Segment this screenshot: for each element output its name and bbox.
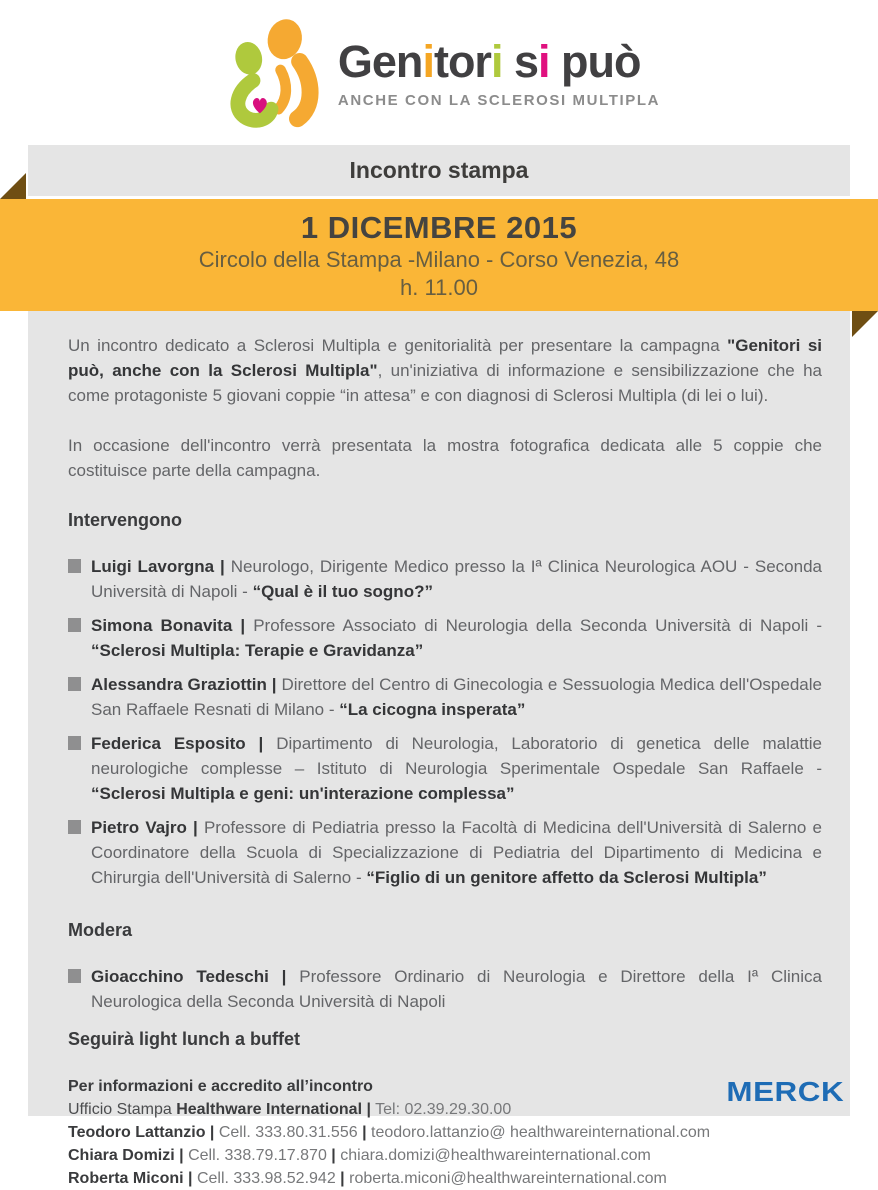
wordmark-seg: i (422, 35, 434, 87)
press-office-prefix: Ufficio Stampa (68, 1101, 172, 1118)
contact-email: teodoro.lattanzio@ healthwareinternational.com (371, 1124, 711, 1141)
speaker-talk-title: “Qual è il tuo sogno?” (252, 582, 433, 601)
press-office-tel: Tel: 02.39.29.30.00 (375, 1101, 512, 1118)
moderator-row (68, 964, 822, 1014)
bullet-icon (68, 677, 81, 691)
speaker-row (68, 554, 822, 604)
contact-cell: Cell. 333.80.31.556 (218, 1124, 358, 1141)
contact-name: Teodoro Lattanzio | (68, 1124, 215, 1141)
logo-tagline: ANCHE CON LA SCLEROSI MULTIPLA (337, 92, 661, 110)
moderator-name: Gioacchino Tedeschi | (91, 967, 287, 986)
pipe-separator: | (362, 1124, 367, 1141)
pipe-separator: | (340, 1170, 345, 1187)
contact-cell: Cell. 333.98.52.942 (196, 1170, 336, 1187)
ribbon-fold-right (852, 311, 878, 337)
contact-line (68, 1144, 822, 1167)
speaker-talk-title: “La cicogna insperata” (339, 700, 526, 719)
speaker-talk-title: “Figlio di un genitore affetto da Sclerosi Multipla” (366, 868, 767, 887)
exhibit-paragraph: In occasione dell'incontro verrà presentata la mostra fotografica dedicata alle 5 coppie che costituisce parte della campagna. (68, 436, 822, 480)
intro-paragraph (68, 333, 822, 408)
wordmark-seg: s (502, 35, 538, 87)
wordmark-seg: tor (433, 35, 491, 87)
date-ribbon (0, 199, 878, 311)
intro-text: , un'iniziativa di informazione e sensibilizzazione che ha come protagoniste 5 giovani coppie “in attesa” e con diagnosi di Sclerosi Multipla (di lei o lui). (68, 361, 822, 405)
event-time: h. 11.00 (400, 275, 478, 300)
event-type-label: Incontro stampa (349, 157, 529, 183)
contact-cell: Cell. 338.79.17.870 (188, 1147, 327, 1164)
family-icon (218, 16, 324, 131)
contact-line (68, 1167, 822, 1190)
speaker-name: Luigi Lavorgna | (91, 557, 225, 576)
speaker-role: Neurologo, Dirigente Medico presso la Iª Clinica Neurologica AOU - Seconda Università di Napoli - (91, 557, 822, 601)
contact-line (68, 1121, 822, 1144)
bullet-icon (68, 736, 81, 750)
moderator-heading: Modera (68, 920, 133, 940)
speaker-role: Professore di Pediatria presso la Facoltà di Medicina dell'Università di Salerno e Coordinatore della Scuola di Specializzazione di Pediatria del Dipartimento di Medicina e Chirurgia dell'Università di Salerno - (91, 818, 822, 887)
merck-logo: MERCK (726, 1076, 844, 1107)
ribbon-fold-left (0, 173, 26, 199)
contact-name: Roberta Miconi | (68, 1170, 193, 1187)
wordmark-seg: Gen (337, 35, 423, 87)
speaker-row (68, 672, 822, 722)
speaker-role: Dipartimento di Neurologia, Laboratorio di genetica delle malattie neurologiche complesse – Istituto di Neurologia Sperimentale Ospedale San Raffaele - (91, 734, 822, 778)
speaker-row (68, 815, 822, 890)
bullet-icon (68, 969, 81, 983)
wordmark-seg: i (538, 35, 550, 87)
logo (0, 16, 878, 131)
press-office-name: Healthware International | (176, 1101, 371, 1118)
speaker-talk-title: “Sclerosi Multipla e geni: un'interazione complessa” (91, 784, 515, 803)
bullet-icon (68, 559, 81, 573)
speaker-talk-title: “Sclerosi Multipla: Terapie e Gravidanza” (91, 641, 424, 660)
speaker-name: Alessandra Graziottin | (91, 675, 277, 694)
speaker-row (68, 731, 822, 806)
contact-email: roberta.miconi@healthwareinternational.com (349, 1170, 667, 1187)
contact-name: Chiara Domizi | (68, 1147, 184, 1164)
speakers-heading: Intervengono (68, 510, 183, 530)
speaker-name: Simona Bonavita | (91, 616, 246, 635)
press-office-line (68, 1098, 822, 1121)
bullet-icon (68, 820, 81, 834)
wordmark-seg: può (549, 35, 641, 87)
intro-text: Un incontro dedicato a Sclerosi Multipla e genitorialità per presentare la campagna (68, 336, 720, 355)
campaign-name: "Genitori si può, anche con la Sclerosi Multipla" (68, 336, 823, 380)
speaker-name: Pietro Vajro | (91, 818, 198, 837)
speaker-role: Direttore del Centro di Ginecologia e Sessuologia Medica dell'Ospedale San Raffaele Resnati di Milano - (91, 675, 822, 719)
contacts-heading: Per informazioni e accredito all’incontro (68, 1078, 373, 1095)
contact-email: chiara.domizi@healthwareinternational.com (340, 1147, 651, 1164)
speaker-row (68, 613, 822, 663)
speaker-role: Professore Associato di Neurologia della Seconda Università di Napoli - (253, 616, 822, 635)
pipe-separator: | (331, 1147, 336, 1164)
logo-text (337, 35, 661, 110)
main-content (68, 333, 822, 1190)
lunch-note: Seguirà light lunch a buffet (68, 1029, 301, 1049)
event-type-bar (28, 145, 850, 196)
contacts-block (68, 1075, 822, 1190)
speaker-name: Federica Esposito | (91, 734, 264, 753)
wordmark-seg: i (490, 35, 503, 87)
event-venue: Circolo della Stampa -Milano - Corso Venezia, 48 (198, 247, 680, 272)
bullet-icon (68, 618, 81, 632)
event-date: 1 DICEMBRE 2015 (300, 210, 578, 245)
logo-wordmark (337, 35, 660, 87)
moderator-role: Professore Ordinario di Neurologia e Direttore della Iª Clinica Neurologica della Seconda Università di Napoli (91, 967, 822, 1011)
